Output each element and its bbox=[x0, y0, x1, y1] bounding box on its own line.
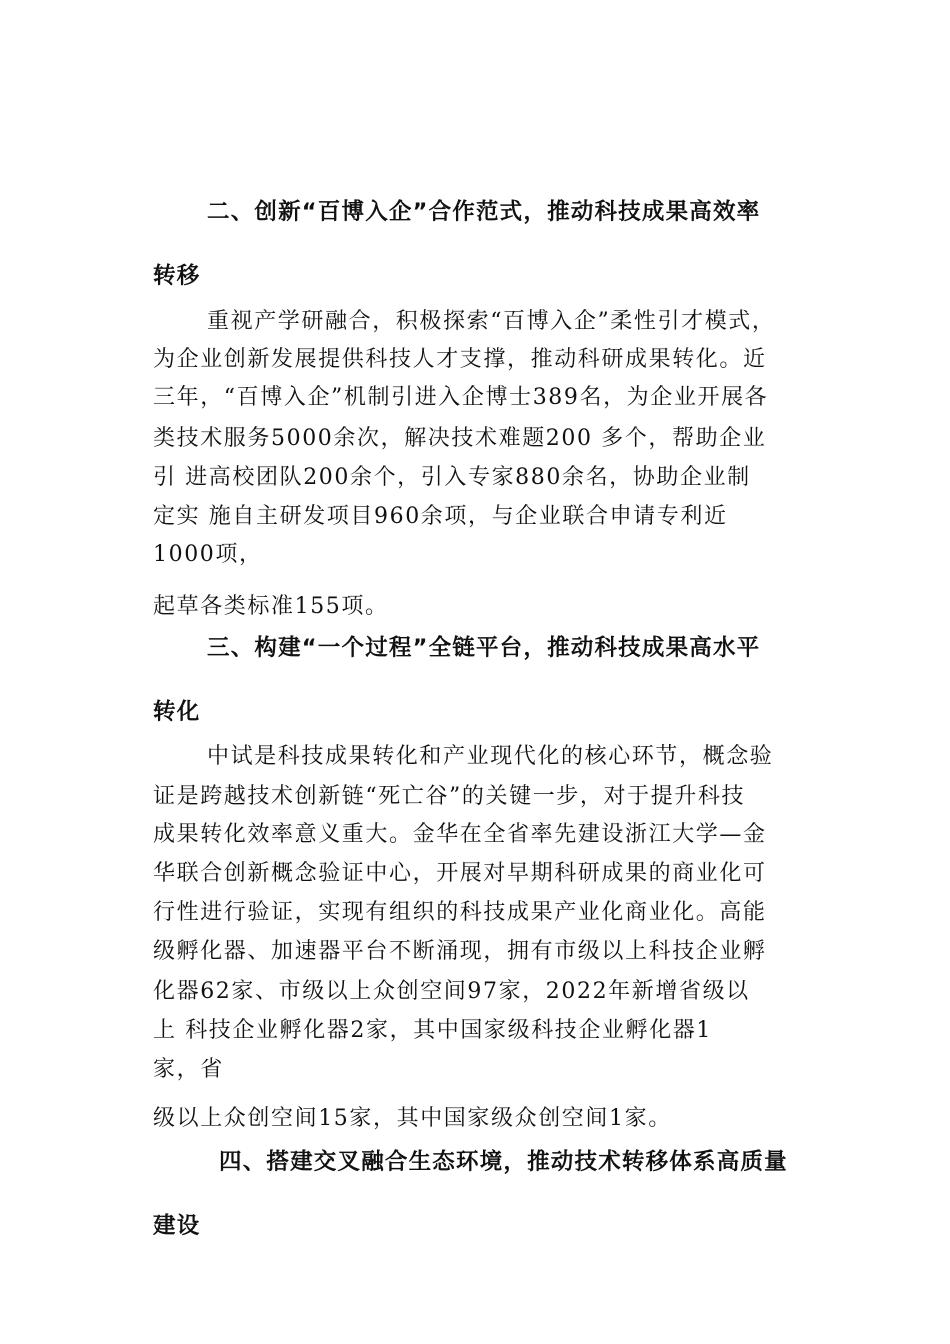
paragraph-line: 起草各类标准155项。 bbox=[153, 594, 389, 619]
paragraph-line: 级孵化器、加速器平台不断涌现，拥有市级以上科技企业孵 bbox=[153, 939, 767, 964]
paragraph-line: 重视产学研融合，积极探索“百博入企”柔性引才模式， bbox=[207, 309, 776, 334]
paragraph-line: 华联合创新概念验证中心，开展对早期科研成果的商业化可 bbox=[153, 861, 767, 886]
paragraph-line: 证是跨越技术创新链“死亡谷”的关键一步，对于提升科技 bbox=[153, 784, 746, 809]
section-heading-line: 转化 bbox=[153, 699, 201, 725]
paragraph-line: 为企业创新发展提供科技人才支撑，推动科研成果转化。近 bbox=[153, 347, 767, 372]
paragraph-line: 家，省 bbox=[153, 1057, 224, 1082]
paragraph-line: 定实 施自主研发项目960余项，与企业联合申请专利近 bbox=[153, 504, 728, 529]
paragraph-line: 化器62家、市级以上众创空间97家，2022年新增省级以 bbox=[153, 979, 750, 1004]
section-heading-line: 四、搭建交叉融合生态环境，推动技术转移体系高质量 bbox=[219, 1149, 788, 1175]
section-heading-line: 建设 bbox=[153, 1213, 201, 1239]
paragraph-line: 上 科技企业孵化器2家，其中国家级科技企业孵化器1 bbox=[153, 1018, 712, 1043]
paragraph-line: 中试是科技成果转化和产业现代化的核心环节，概念验 bbox=[207, 744, 774, 769]
paragraph-line: 类技术服务5000余次，解决技术难题200 多个，帮助企业 bbox=[153, 426, 767, 451]
paragraph-line: 1000项， bbox=[153, 542, 263, 567]
section-heading-line: 三、构建“一个过程”全链平台，推动科技成果高水平 bbox=[207, 635, 761, 661]
paragraph-line: 三年，“百博入企”机制引进入企博士389名，为企业开展各 bbox=[153, 385, 769, 410]
paragraph-line: 级以上众创空间15家，其中国家级众创空间1家。 bbox=[153, 1106, 672, 1131]
paragraph-line: 行性进行验证，实现有组织的科技成果产业化商业化。高能 bbox=[153, 900, 767, 925]
section-heading-line: 二、创新“百博入企”合作范式，推动科技成果高效率 bbox=[207, 199, 761, 225]
section-heading-line: 转移 bbox=[153, 263, 201, 289]
paragraph-line: 引 进高校团队200余个，引入专家880余名，协助企业制 bbox=[153, 465, 751, 490]
paragraph-line: 成果转化效率意义重大。金华在全省率先建设浙江大学—金 bbox=[153, 822, 767, 847]
